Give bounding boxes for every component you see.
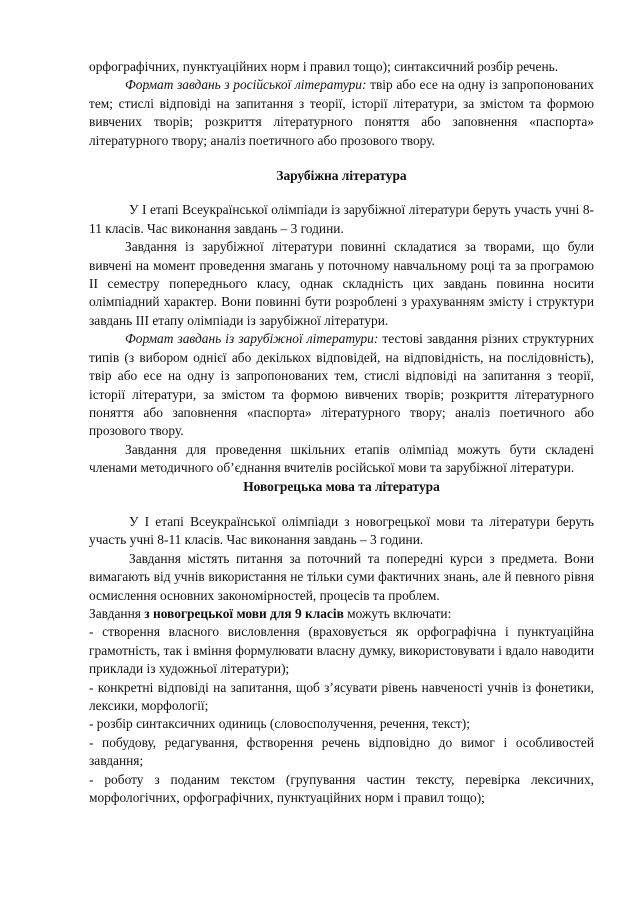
format-label-foreign: Формат завдань із зарубіжної літератури: bbox=[125, 331, 379, 347]
section-heading-modern-greek: Новогрецька мова та література bbox=[243, 478, 440, 494]
list-item: - розбір синтаксичних одиниць (словосполучення, речення, текст); bbox=[89, 716, 470, 732]
paragraph-continued: орфографічних, пунктуаційних норм і правил тощо); синтаксичний розбір речень. bbox=[89, 59, 559, 74]
grade9-intro-bold: з новогрецької мови для 9 класів bbox=[144, 605, 344, 621]
grade9-intro-pre: Завдання bbox=[89, 605, 145, 621]
format-label-russian: Формат завдань з російської літератури: bbox=[125, 77, 367, 93]
grade9-intro-post: можуть включати: bbox=[343, 605, 452, 621]
paragraph-school-stage: Завдання для проведення шкільних етапів олімпіад можуть бути складені членами методичного об’єднання вчителів російської мови та зарубіжної літератури. bbox=[89, 441, 594, 476]
format-text-foreign: тестові завдання різних структурних типів (з вибором однієї або декількох відповідей, на відповідність, на послідовність), твір або есе на одну із запропонованих тем, стислі відповіді на запитання з теорії, історії літератури, за змістом та формою вивчених творів; розкриття літературного поняття або заповнення «паспорта» літературного твору; аналіз поетичного або прозового твору. bbox=[89, 331, 594, 439]
paragraph-foreign-lit-tasks: Завдання із зарубіжної літератури повинні складатися за творами, що були вивчені на момент проведення змагань у поточному навчальному році та за програмою ІІ семестру попереднього класу, однак складність цих завдань повинна носити олімпіадний характер. Вони повинні бути розроблені з урахуванням змісту і структури завдань ІІІ етапу олімпіади із зарубіжної літератури. bbox=[89, 239, 594, 328]
document-page bbox=[89, 58, 594, 807]
list-item: - створення власного висловлення (враховується як орфографічна і пунктуаційна грамотність, так і вміння формулювати власну думку, використовувати і вдало наводити приклади із художньої літератури); bbox=[89, 624, 594, 677]
paragraph-greek-tasks: Завдання містять питання за поточний та попередні курси з предмета. Вони вимагають від учнів використання не тільки суми фактичних знань, але й певного рівня осмислення основних закономірностей, процесів та проблем. bbox=[89, 550, 594, 603]
paragraph-foreign-lit-format bbox=[89, 330, 594, 440]
list-item: - побудову, редагування, фстворення речень відповідно до вимог і особливостей завдання; bbox=[89, 734, 594, 769]
format-text-russian: твір або есе на одну із запропонованих тем; стислі відповіді на запитання з теорії, історії літератури, за змістом та формою вивчених творів; розкриття літературного поняття або заповнення «паспорта» літературного твору; аналіз поетичного або прозового твору. bbox=[89, 77, 594, 148]
paragraph-foreign-lit-participants: У І етапі Всеукраїнської олімпіади із зарубіжної літератури беруть участь учні 8-11 класів. Час виконання завдань – 3 години. bbox=[89, 202, 594, 236]
list-item: - роботу з поданим текстом (групування частин тексту, перевірка лексичних, морфологічних, орфографічних, пунктуаційних норм і правил тощо); bbox=[89, 771, 594, 806]
paragraph-russian-lit-format bbox=[89, 76, 594, 150]
list-item: - конкретні відповіді на запитання, щоб з’ясувати рівень навченості учнів із фонетики, лексики, морфології; bbox=[89, 679, 594, 713]
paragraph-grade9-intro bbox=[89, 605, 594, 623]
section-heading-foreign-literature: Зарубіжна література bbox=[276, 168, 407, 184]
paragraph-greek-participants: У І етапі Всеукраїнської олімпіади з новогрецької мови та літератури беруть участь учні 8-11 класів. Час виконання завдань – 3 години. bbox=[89, 513, 594, 548]
